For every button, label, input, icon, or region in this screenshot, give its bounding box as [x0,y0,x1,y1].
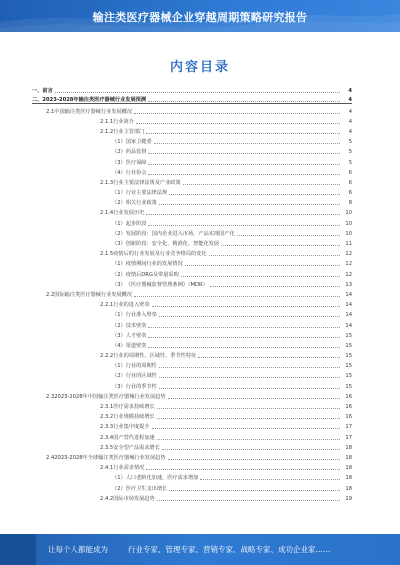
toc-entry-title: 行业需求情况 [113,465,145,472]
toc-entry[interactable] [32,237,352,247]
toc-dot-leader [148,174,340,175]
toc-entry-number: 2.3.2 [100,414,114,421]
toc-entry-page: 10 [345,230,352,237]
toc-entry-title: 人口老龄化加速，医疗需求增加 [125,475,199,482]
toc-dot-leader [185,265,340,266]
toc-entry[interactable] [32,461,352,471]
toc-entry-title: 医疗需求持续增长 [113,404,155,410]
toc-dot-leader [148,225,340,226]
toc-entry[interactable] [32,451,352,461]
toc-entry-number: 2.3 [46,393,55,400]
toc-dot-leader [159,204,340,205]
toc-dot-leader [200,479,340,480]
toc-entry[interactable] [32,329,352,339]
toc-dot-leader [162,449,340,450]
toc-dot-leader [146,214,340,215]
toc-entry-number: 2.1.2 [100,128,114,135]
toc-entry[interactable] [32,349,352,359]
toc-entry-number: 2.1.1 [100,118,114,125]
toc-entry-title: 行业主要法律法规及产业政策 [113,179,181,186]
toc-dot-leader [148,347,340,348]
toc-dot-leader [148,327,340,328]
toc-dot-leader [169,194,340,195]
toc-entry[interactable] [32,278,352,288]
toc-dot-leader [157,439,340,440]
toc-entry-number: （4） [112,342,126,349]
toc-entry-title: 安全型产品需求增长 [113,444,160,451]
toc-entry[interactable] [32,308,352,318]
page-footer-banner [0,534,400,565]
toc-entry-title: 行业协会 [125,169,147,176]
toc-entry[interactable] [32,247,352,257]
toc-entry[interactable] [32,84,352,94]
toc-entry-title: 行业准入壁垒 [125,312,157,319]
toc-entry-title: 行业简介 [113,118,134,125]
toc-entry[interactable] [32,135,352,145]
toc-dot-leader [146,133,340,134]
toc-entry[interactable] [32,125,352,135]
toc-dot-leader [134,113,340,114]
toc-entry-page: 13 [345,281,352,288]
toc-dot-leader [183,184,340,185]
toc-entry-page: 10 [345,210,352,217]
toc-entry-title: 行业集中度提升 [113,424,150,431]
toc-entry-page: 4 [348,128,352,135]
toc-entry-number: （1） [112,220,126,227]
toc-entry-title: 疫情期间行业的发展情况 [125,261,183,268]
toc-entry[interactable] [32,216,352,226]
toc-entry[interactable] [32,155,352,165]
toc-entry-title: 国产替代进程加速 [113,434,155,441]
toc-entry-page: 17 [345,434,352,441]
toc-entry-title: 相关行业政策 [125,200,157,207]
toc-dot-leader [157,408,340,409]
toc-dot-leader [159,367,340,368]
toc-dot-leader [148,153,340,154]
toc-entry-page: 15 [345,383,352,390]
toc-entry-number: （2） [112,322,126,329]
toc-entry[interactable] [32,410,352,420]
toc-dot-leader [210,286,340,287]
toc-entry-title: 国际市场发展趋势 [113,495,155,502]
toc-entry-page: 6 [348,169,352,176]
toc-entry-number: （1） [112,190,126,197]
footer-accent-bar [0,534,36,565]
toc-entry-page: 5 [348,139,352,146]
table-of-contents [32,84,352,502]
toc-dot-leader [148,337,340,338]
toc-dot-leader [148,164,340,165]
toc-entry-number: 2.3.4 [100,434,114,441]
toc-entry[interactable] [32,298,352,308]
toc-entry-page: 15 [345,353,352,360]
toc-entry-number: （1） [112,475,126,482]
toc-entry-title: 国际输注类医疗器械行业发展概况 [54,291,133,298]
toc-entry-title: 创新阶段：安全化、精准化、智能化发展 [125,241,220,247]
toc-entry-number: （3） [112,281,126,288]
toc-entry-page: 11 [345,241,352,247]
toc-entry-number: （1） [112,363,126,370]
toc-entry-number: 2.4.2 [100,495,114,502]
toc-entry[interactable] [32,430,352,440]
toc-entry-title: 前言 [42,88,53,95]
toc-entry-page: 14 [345,322,352,329]
toc-heading: 内容目录 [169,60,230,75]
toc-entry[interactable] [32,481,352,491]
toc-entry-title: 2023-2028年输注类医疗器械行业发展预测 [42,97,147,104]
toc-entry-page: 18 [345,485,352,492]
toc-entry-number: （3） [112,241,126,247]
toc-dot-leader [159,377,340,378]
toc-entry-number: 2.4 [46,454,55,461]
toc-entry[interactable] [32,288,352,298]
toc-dot-leader [169,490,340,491]
toc-entry-page: 16 [345,393,352,400]
toc-dot-leader [159,316,340,317]
toc-entry[interactable] [32,400,352,410]
toc-entry-number: （2） [112,271,126,278]
toc-entry-number: （2） [112,149,126,156]
toc-entry-title: 药品监督 [125,149,147,156]
toc-entry-page: 5 [348,159,352,166]
toc-entry[interactable] [32,318,352,328]
toc-entry-page: 15 [345,363,352,370]
toc-entry[interactable] [32,166,352,176]
toc-entry-title: 行业的季节性 [125,383,157,390]
toc-entry-number: 2.1 [46,108,55,115]
toc-entry[interactable] [32,94,352,104]
toc-dot-leader [154,143,340,144]
toc-dot-leader [55,92,340,93]
toc-dot-leader [221,245,340,246]
toc-entry-page: 14 [345,302,352,309]
toc-entry-title: 行业规模持续增长 [113,414,155,421]
toc-entry-title: 行业的周期性 [125,363,157,370]
toc-entry[interactable] [32,369,352,379]
toc-entry-page: 15 [345,342,352,349]
toc-entry-number: （3） [112,159,126,166]
toc-entry[interactable] [32,257,352,267]
toc-entry-page: 12 [345,271,352,278]
toc-entry-number: （4） [112,169,126,176]
toc-dot-leader [168,398,340,399]
toc-entry-title: 疫情后DRG及带量采购 [125,271,179,278]
toc-entry-title: 《医疗器械监督管理条例》（MDR） [125,281,208,288]
toc-entry[interactable] [32,176,352,186]
toc-entry-title: 行业的进入壁垒 [113,302,150,309]
toc-entry-title: 技术壁垒 [125,322,147,329]
toc-entry-number: 一、 [32,88,43,95]
toc-entry-title: 国家卫健委 [125,139,152,146]
toc-entry-title: 行业的区域性 [125,373,157,380]
toc-entry-page: 15 [345,373,352,380]
toc-entry-page: 4 [348,97,352,104]
toc-entry-page: 15 [345,332,352,339]
toc-entry-page: 10 [345,220,352,227]
toc-entry-number: 2.1.5 [100,251,114,258]
header-title: 输注类医疗器械企业穿越周期策略研究报告 [92,11,308,24]
toc-dot-leader [136,123,340,124]
toc-entry-page: 17 [345,424,352,431]
toc-entry-number: 2.1.3 [100,179,114,186]
toc-dot-leader [148,101,340,102]
toc-entry[interactable] [32,390,352,400]
toc-entry[interactable] [32,115,352,125]
toc-dot-leader [157,418,340,419]
toc-entry[interactable] [32,379,352,389]
toc-entry-number: 2.2 [46,291,55,298]
toc-dot-leader [237,235,340,236]
toc-entry-title: 行业主要法律法规 [125,190,168,197]
toc-dot-leader [209,255,340,256]
toc-entry[interactable] [32,206,352,216]
toc-entry-page: 16 [345,414,352,421]
toc-entry-page: 18 [345,475,352,482]
toc-entry[interactable] [32,420,352,430]
toc-entry-number: （3） [112,383,126,390]
toc-entry-number: （2） [112,373,126,380]
toc-entry-title: 起步阶段 [125,220,147,227]
footer-slogan-left: 让每个人都能成为 [48,545,108,554]
toc-entry-page: 4 [348,118,352,125]
toc-entry-number: 2.2.2 [100,353,114,360]
toc-dot-leader [152,306,340,307]
toc-dot-leader [198,357,340,358]
toc-entry-title: 渠道壁垒 [125,342,147,349]
toc-dot-leader [152,428,340,429]
toc-entry-number: 2.3.5 [100,444,114,451]
toc-entry-number: （2） [112,485,126,492]
toc-entry-title: 2023-2028年中国输注类医疗器械行业发展趋势 [54,393,166,400]
toc-entry[interactable] [32,196,352,206]
toc-entry-page: 16 [345,404,352,410]
toc-entry[interactable] [32,104,352,114]
toc-entry-number: 2.4.1 [100,465,114,472]
toc-entry[interactable] [32,441,352,451]
footer-slogan-right: 行业专家、管理专家、营销专家、战略专家、成功企业家…… [128,545,331,554]
toc-entry[interactable] [32,145,352,155]
toc-entry[interactable] [32,359,352,369]
toc-entry-page: 14 [345,291,352,298]
toc-entry[interactable] [32,492,352,502]
toc-dot-leader [146,469,340,470]
toc-entry-title: 行业发展历史 [113,210,145,217]
toc-entry-page: 4 [348,88,352,95]
toc-entry-title: 疫情后的行业发展及行业竞争格局的变化 [113,251,207,258]
toc-dot-leader [159,388,340,389]
toc-entry-number: 2.1.4 [100,210,114,217]
toc-entry-number: （2） [112,200,126,207]
toc-entry-number: 2.3.3 [100,424,114,431]
toc-entry-page: 14 [345,312,352,319]
toc-entry[interactable] [32,471,352,481]
toc-entry-number: 二、 [32,97,43,104]
toc-entry-number: （3） [112,332,126,339]
toc-entry-page: 12 [345,251,352,258]
toc-entry[interactable] [32,267,352,277]
toc-dot-leader [168,459,340,460]
toc-entry-number: 2.2.1 [100,302,114,309]
toc-entry-page: 19 [345,495,352,502]
toc-entry-page: 18 [345,444,352,451]
toc-entry[interactable] [32,227,352,237]
toc-entry-number: （1） [112,261,126,268]
toc-entry-title: 人才壁垒 [125,332,147,339]
toc-entry-page: 6 [348,179,352,186]
toc-entry-title: 行业主管部门 [113,128,145,135]
toc-entry-number: （1） [112,139,126,146]
toc-entry-page: 4 [348,108,352,115]
toc-entry-title: 医疗保障 [125,159,147,166]
toc-entry-title: 医疗卫生支出增长 [125,485,168,492]
toc-entry-title: 发展阶段：国内企业进入市场，产品实现国产化 [125,230,235,237]
toc-entry-title: 2023-2028年全球输注类医疗器械行业发展趋势 [54,454,166,461]
toc-entry-number: 2.3.1 [100,404,114,410]
toc-entry-title: 行业的周期性、区域性、季节性特征 [113,353,197,360]
toc-entry-page: 8 [348,200,352,207]
toc-entry-page: 6 [348,190,352,197]
toc-entry[interactable] [32,339,352,349]
toc-entry-number: （2） [112,230,126,237]
toc-dot-leader [181,276,340,277]
toc-dot-leader [157,500,340,501]
toc-entry-number: （1） [112,312,126,319]
toc-entry-page: 18 [345,454,352,461]
toc-entry-page: 5 [348,149,352,156]
page-header-banner [0,0,400,32]
toc-entry-page: 12 [345,261,352,268]
toc-entry-title: 中国输注类医疗器械行业发展概况 [54,108,133,115]
toc-dot-leader [134,296,340,297]
toc-entry-page: 18 [345,465,352,472]
toc-entry[interactable] [32,186,352,196]
